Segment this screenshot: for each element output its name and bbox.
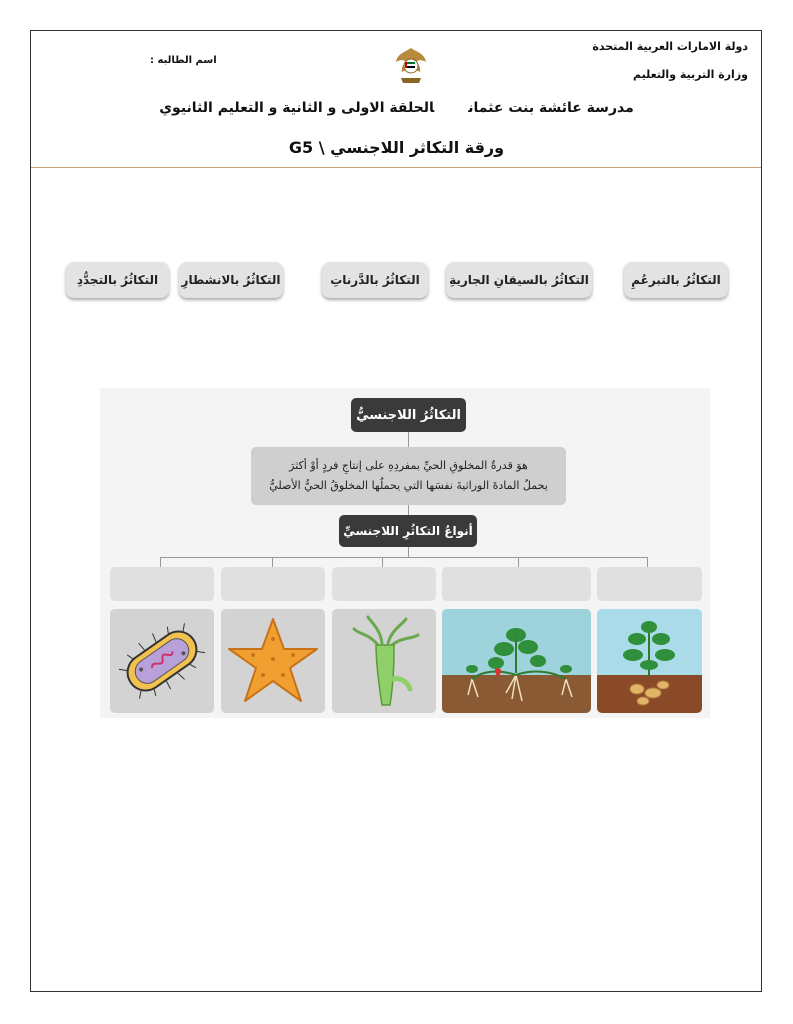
strawberry-plant-icon: [442, 609, 591, 713]
word-bank-chip[interactable]: التكاثُرُ بالانشطارِ: [179, 262, 283, 298]
connector-line: [272, 557, 273, 567]
connector-line: [160, 557, 161, 567]
types-label: أنواعُ التكاثُرِ اللاجنسيِّ: [339, 515, 477, 547]
diagram-title: التكاثُرُ اللاجنسيُّ: [351, 398, 466, 432]
word-bank-chip[interactable]: التكاثُرُ بالتجدُّدِ: [66, 262, 169, 298]
bacteria-icon: [110, 609, 214, 713]
ministry-name: وزارة التربية والتعليم: [633, 68, 748, 81]
asexual-reproduction-diagram: [100, 388, 710, 718]
student-name-label: اسم الطالبه :: [150, 55, 217, 66]
definition-line-1: هوَ قدرةُ المخلوقِ الحيِّ بمفردِهِ على إنتاجِ فردٍ أوْ أكثرَ: [289, 459, 528, 472]
answer-box-potato[interactable]: [597, 567, 702, 601]
bacteria-image: [110, 609, 214, 713]
school-cycles: الحلقة الاولى و الثانية و التعليم الثانيوي: [159, 100, 435, 116]
header-divider: [31, 167, 761, 168]
connector-line: [518, 557, 519, 567]
starfish-icon: [221, 609, 325, 713]
connector-line: [408, 547, 409, 557]
hydra-image: [332, 609, 436, 713]
word-bank-chip[interactable]: التكاثُرُ بالدَّرناتِ: [322, 262, 428, 298]
connector-line: [647, 557, 648, 567]
answer-box-hydra[interactable]: [332, 567, 436, 601]
connector-line: [408, 432, 409, 447]
definition-line-2: يحملُ المادةَ الوراثيةَ نفسَها التي يحملُها المخلوقُ الحيُّ الأصليُّ: [269, 479, 548, 492]
word-bank-chip[interactable]: التكاثُرُ بالسيقانِ الجاريةِ: [446, 262, 592, 298]
hydra-icon: [332, 609, 436, 713]
answer-box-starfish[interactable]: [221, 567, 325, 601]
connector-line: [382, 557, 383, 567]
uae-emblem-icon: [393, 46, 429, 86]
definition-box: [251, 447, 566, 505]
school-name: مدرسة عائشة بنت عثمان: [468, 100, 634, 116]
potato-plant-image: [597, 609, 702, 713]
connector-line: [408, 505, 409, 515]
answer-box-strawberry[interactable]: [442, 567, 591, 601]
starfish-image: [221, 609, 325, 713]
school-name-line: [0, 100, 793, 116]
potato-plant-icon: [597, 609, 702, 713]
connector-line: [160, 557, 647, 558]
word-bank-chip[interactable]: التكاثُرُ بالتبرعُمِ: [624, 262, 728, 298]
strawberry-runners-image: [442, 609, 591, 713]
answer-box-bacteria[interactable]: [110, 567, 214, 601]
worksheet-title: ورقة التكاثر اللاجنسي \ G5: [288, 138, 505, 157]
country-name: دولة الامارات العربية المتحدة: [592, 40, 748, 53]
